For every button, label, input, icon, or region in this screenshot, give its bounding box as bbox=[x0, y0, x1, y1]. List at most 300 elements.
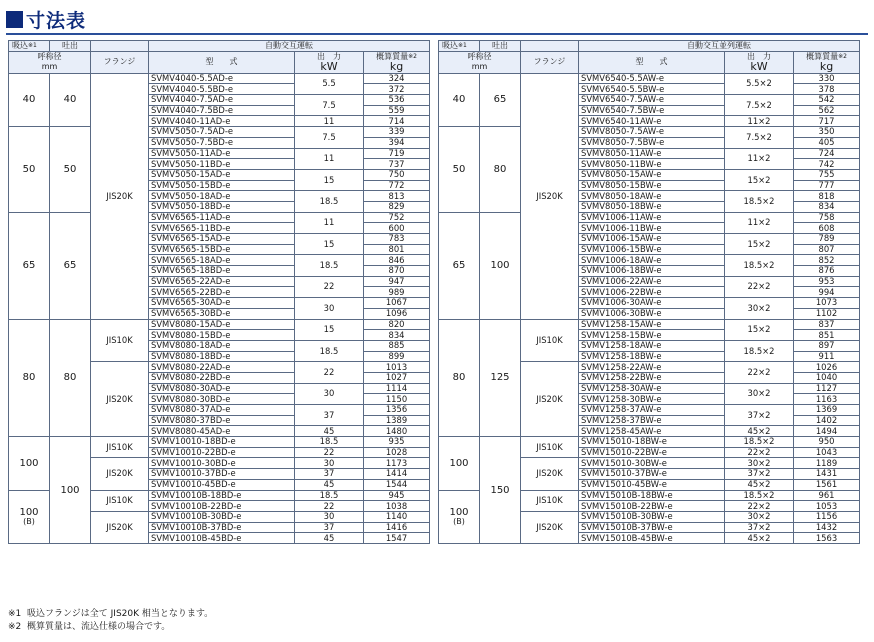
model-cell: SVMV10010-30BD-e bbox=[149, 458, 295, 469]
model-cell: SVMV5050-7.5AD-e bbox=[149, 127, 295, 138]
weight-cell: 1013 bbox=[364, 362, 430, 373]
output-cell: 45 bbox=[295, 479, 364, 490]
flange-header: フランジ bbox=[521, 51, 579, 73]
model-cell: SVMV10010-18BD-e bbox=[149, 437, 295, 448]
table-row bbox=[439, 437, 860, 448]
suction-bore-value: 50 bbox=[22, 163, 36, 175]
title-square-icon bbox=[6, 11, 23, 28]
weight-cell: 562 bbox=[794, 105, 860, 116]
weight-cell: 378 bbox=[794, 84, 860, 95]
weight-cell: 1140 bbox=[364, 511, 430, 522]
weight-cell: 1414 bbox=[364, 469, 430, 480]
model-cell: SVMV10010B-18BD-e bbox=[149, 490, 295, 501]
model-cell: SVMV15010-45BW-e bbox=[579, 479, 725, 490]
weight-cell: 1163 bbox=[794, 394, 860, 405]
weight-cell: 1156 bbox=[794, 511, 860, 522]
model-cell: SVMV6540-5.5BW-e bbox=[579, 84, 725, 95]
weight-cell: 1127 bbox=[794, 383, 860, 394]
weight-cell: 1389 bbox=[364, 415, 430, 426]
model-cell: SVMV15010-18BW-e bbox=[579, 437, 725, 448]
model-cell: SVMV1258-18AW-e bbox=[579, 340, 725, 351]
model-cell: SVMV8050-18BW-e bbox=[579, 201, 725, 212]
weight-cell: 737 bbox=[364, 159, 430, 170]
model-header: 型 式 bbox=[579, 51, 725, 73]
suction-bore-cell bbox=[9, 73, 50, 126]
model-cell: SVMV5050-15BD-e bbox=[149, 180, 295, 191]
output-cell: 7.5×2 bbox=[725, 95, 794, 116]
weight-cell: 750 bbox=[364, 169, 430, 180]
weight-note-mark: ※2 bbox=[408, 52, 417, 60]
model-cell: SVMV5050-15AD-e bbox=[149, 169, 295, 180]
model-cell: SVMV1006-22BW-e bbox=[579, 287, 725, 298]
weight-cell: 1369 bbox=[794, 405, 860, 416]
model-cell: SVMV1006-11BW-e bbox=[579, 223, 725, 234]
weight-cell: 813 bbox=[364, 191, 430, 202]
output-cell: 37×2 bbox=[725, 405, 794, 426]
output-cell: 30×2 bbox=[725, 298, 794, 319]
weight-cell: 724 bbox=[794, 148, 860, 159]
weight-cell: 600 bbox=[364, 223, 430, 234]
model-cell: SVMV15010B-45BW-e bbox=[579, 533, 725, 544]
weight-cell: 772 bbox=[364, 180, 430, 191]
weight-cell: 876 bbox=[794, 266, 860, 277]
output-cell: 18.5×2 bbox=[725, 437, 794, 448]
model-cell: SVMV6565-30AD-e bbox=[149, 298, 295, 309]
weight-cell: 945 bbox=[364, 490, 430, 501]
model-cell: SVMV6565-22BD-e bbox=[149, 287, 295, 298]
weight-cell: 719 bbox=[364, 148, 430, 159]
suction-bore-value: 50 bbox=[452, 163, 466, 175]
weight-cell: 994 bbox=[794, 287, 860, 298]
suction-bore-value: 100 bbox=[19, 457, 39, 469]
suction-bore-sub: (B) bbox=[453, 516, 465, 526]
discharge-bore-cell: 125 bbox=[480, 319, 521, 437]
model-cell: SVMV10010-45BD-e bbox=[149, 479, 295, 490]
model-cell: SVMV8080-22AD-e bbox=[149, 362, 295, 373]
model-cell: SVMV6540-7.5AW-e bbox=[579, 95, 725, 106]
footnote-text: 吸込フランジは全て JIS20K 相当となります。 bbox=[27, 609, 214, 619]
model-cell: SVMV4040-11AD-e bbox=[149, 116, 295, 127]
flange-cell: JIS20K bbox=[91, 458, 149, 490]
model-cell: SVMV4040-7.5BD-e bbox=[149, 105, 295, 116]
output-cell: 18.5 bbox=[295, 437, 364, 448]
weight-cell: 1563 bbox=[794, 533, 860, 544]
suction-bore-cell bbox=[439, 437, 480, 490]
suction-bore-cell bbox=[439, 127, 480, 213]
weight-cell: 911 bbox=[794, 351, 860, 362]
weight-cell: 1027 bbox=[364, 372, 430, 383]
suction-bore-cell bbox=[439, 212, 480, 319]
model-cell: SVMV1258-18BW-e bbox=[579, 351, 725, 362]
weight-cell: 777 bbox=[794, 180, 860, 191]
weight-cell: 758 bbox=[794, 212, 860, 223]
output-cell: 30×2 bbox=[725, 511, 794, 522]
suction-bore-cell bbox=[9, 437, 50, 490]
discharge-bore-cell: 100 bbox=[50, 437, 91, 544]
model-cell: SVMV8050-11BW-e bbox=[579, 159, 725, 170]
output-cell: 15 bbox=[295, 234, 364, 255]
model-cell: SVMV1258-22AW-e bbox=[579, 362, 725, 373]
page-title-text: 寸法表 bbox=[26, 9, 87, 32]
model-cell: SVMV8050-7.5BW-e bbox=[579, 137, 725, 148]
suction-bore-sub: (B) bbox=[23, 516, 35, 526]
output-cell: 7.5 bbox=[295, 127, 364, 148]
model-cell: SVMV15010B-22BW-e bbox=[579, 501, 725, 512]
weight-cell: 714 bbox=[364, 116, 430, 127]
output-cell: 18.5 bbox=[295, 255, 364, 276]
weight-cell: 330 bbox=[794, 73, 860, 84]
weight-cell: 742 bbox=[794, 159, 860, 170]
model-cell: SVMV10010B-45BD-e bbox=[149, 533, 295, 544]
model-cell: SVMV8050-15BW-e bbox=[579, 180, 725, 191]
suction-note-mark: ※1 bbox=[458, 42, 467, 50]
weight-cell: 1547 bbox=[364, 533, 430, 544]
discharge-bore-cell: 100 bbox=[480, 212, 521, 319]
weight-cell: 851 bbox=[794, 330, 860, 341]
bore-unit: mm bbox=[41, 62, 58, 72]
output-cell: 22×2 bbox=[725, 447, 794, 458]
model-cell: SVMV6565-15AD-e bbox=[149, 234, 295, 245]
suction-bore-cell bbox=[9, 127, 50, 213]
weight-cell: 1114 bbox=[364, 383, 430, 394]
title-underline bbox=[6, 33, 868, 35]
output-cell: 11 bbox=[295, 148, 364, 169]
model-cell: SVMV8080-18BD-e bbox=[149, 351, 295, 362]
spec-table-left bbox=[8, 40, 430, 544]
output-cell: 22×2 bbox=[725, 362, 794, 383]
discharge-bore-cell: 65 bbox=[480, 73, 521, 126]
weight-cell: 961 bbox=[794, 490, 860, 501]
weight-cell: 1073 bbox=[794, 298, 860, 309]
model-cell: SVMV1006-30AW-e bbox=[579, 298, 725, 309]
discharge-header: 吐出 bbox=[480, 41, 521, 52]
weight-cell: 801 bbox=[364, 244, 430, 255]
suction-header bbox=[9, 41, 50, 52]
output-header bbox=[295, 51, 364, 73]
weight-unit: kg bbox=[819, 59, 834, 73]
bore-header bbox=[9, 51, 91, 73]
table-row bbox=[9, 73, 430, 84]
output-cell: 5.5 bbox=[295, 73, 364, 94]
weight-cell: 846 bbox=[364, 255, 430, 266]
weight-cell: 897 bbox=[794, 340, 860, 351]
weight-cell: 542 bbox=[794, 95, 860, 106]
output-cell: 18.5 bbox=[295, 490, 364, 501]
model-cell: SVMV1258-37AW-e bbox=[579, 405, 725, 416]
model-cell: SVMV8050-7.5AW-e bbox=[579, 127, 725, 138]
suction-bore-cell bbox=[439, 73, 480, 126]
model-cell: SVMV5050-7.5BD-e bbox=[149, 137, 295, 148]
table-row bbox=[9, 212, 430, 223]
output-cell: 37 bbox=[295, 469, 364, 480]
suction-bore-cell bbox=[9, 212, 50, 319]
weight-cell: 752 bbox=[364, 212, 430, 223]
weight-header bbox=[364, 51, 430, 73]
model-cell: SVMV8080-18AD-e bbox=[149, 340, 295, 351]
weight-cell: 1096 bbox=[364, 308, 430, 319]
suction-header bbox=[439, 41, 480, 52]
weight-header bbox=[794, 51, 860, 73]
weight-cell: 1067 bbox=[364, 298, 430, 309]
output-unit: kW bbox=[750, 59, 768, 73]
model-cell: SVMV8050-11AW-e bbox=[579, 148, 725, 159]
discharge-bore-cell: 150 bbox=[480, 437, 521, 544]
output-cell: 18.5 bbox=[295, 340, 364, 361]
weight-label: 概算質量 bbox=[806, 51, 839, 61]
weight-cell: 394 bbox=[364, 137, 430, 148]
discharge-bore-cell: 80 bbox=[480, 127, 521, 213]
weight-cell: 1053 bbox=[794, 501, 860, 512]
weight-cell: 372 bbox=[364, 84, 430, 95]
weight-cell: 852 bbox=[794, 255, 860, 266]
table-row bbox=[9, 127, 430, 138]
weight-cell: 818 bbox=[794, 191, 860, 202]
discharge-bore-cell: 65 bbox=[50, 212, 91, 319]
output-cell: 45×2 bbox=[725, 533, 794, 544]
weight-cell: 1561 bbox=[794, 479, 860, 490]
output-cell: 45 bbox=[295, 426, 364, 437]
weight-cell: 820 bbox=[364, 319, 430, 330]
model-cell: SVMV4040-7.5AD-e bbox=[149, 95, 295, 106]
model-cell: SVMV5050-18AD-e bbox=[149, 191, 295, 202]
output-cell: 15 bbox=[295, 319, 364, 340]
model-cell: SVMV5050-11BD-e bbox=[149, 159, 295, 170]
weight-cell: 536 bbox=[364, 95, 430, 106]
model-cell: SVMV10010B-22BD-e bbox=[149, 501, 295, 512]
output-label: 出 力 bbox=[317, 51, 341, 61]
output-cell: 30 bbox=[295, 511, 364, 522]
flange-cell: JIS20K bbox=[91, 73, 149, 319]
model-cell: SVMV1258-37BW-e bbox=[579, 415, 725, 426]
weight-cell: 829 bbox=[364, 201, 430, 212]
model-cell: SVMV10010-37BD-e bbox=[149, 469, 295, 480]
weight-cell: 1431 bbox=[794, 469, 860, 480]
footnote-mark: ※2 bbox=[8, 622, 22, 632]
output-cell: 22 bbox=[295, 276, 364, 297]
operation-mode-header: 自動交互運転 bbox=[149, 41, 430, 52]
table-row bbox=[439, 127, 860, 138]
model-cell: SVMV8080-15BD-e bbox=[149, 330, 295, 341]
model-cell: SVMV15010-22BW-e bbox=[579, 447, 725, 458]
weight-cell: 870 bbox=[364, 266, 430, 277]
model-cell: SVMV8080-15AD-e bbox=[149, 319, 295, 330]
flange-header: フランジ bbox=[91, 51, 149, 73]
model-cell: SVMV15010-30BW-e bbox=[579, 458, 725, 469]
model-cell: SVMV6565-11BD-e bbox=[149, 223, 295, 234]
footnote-text: 概算質量は、流込仕様の場合です。 bbox=[27, 622, 171, 632]
weight-cell: 807 bbox=[794, 244, 860, 255]
weight-cell: 989 bbox=[364, 287, 430, 298]
weight-cell: 1026 bbox=[794, 362, 860, 373]
discharge-bore-cell: 50 bbox=[50, 127, 91, 213]
bore-unit: mm bbox=[471, 62, 488, 72]
model-cell: SVMV1006-15BW-e bbox=[579, 244, 725, 255]
bore-label: 呼称径 bbox=[467, 52, 492, 62]
model-cell: SVMV10010-22BD-e bbox=[149, 447, 295, 458]
model-cell: SVMV6565-18BD-e bbox=[149, 266, 295, 277]
weight-cell: 950 bbox=[794, 437, 860, 448]
output-cell: 37 bbox=[295, 522, 364, 533]
flange-cell: JIS20K bbox=[91, 511, 149, 543]
model-cell: SVMV6565-30BD-e bbox=[149, 308, 295, 319]
model-cell: SVMV5050-11AD-e bbox=[149, 148, 295, 159]
spec-table-right bbox=[438, 40, 860, 544]
weight-cell: 1173 bbox=[364, 458, 430, 469]
model-cell: SVMV10010B-30BD-e bbox=[149, 511, 295, 522]
model-cell: SVMV1258-22BW-e bbox=[579, 372, 725, 383]
weight-cell: 755 bbox=[794, 169, 860, 180]
flange-cell: JIS20K bbox=[521, 511, 579, 543]
suction-bore-value: 65 bbox=[22, 260, 36, 272]
weight-cell: 837 bbox=[794, 319, 860, 330]
weight-cell: 899 bbox=[364, 351, 430, 362]
discharge-bore-cell: 80 bbox=[50, 319, 91, 437]
weight-cell: 885 bbox=[364, 340, 430, 351]
output-unit: kW bbox=[320, 59, 338, 73]
model-cell: SVMV6565-15BD-e bbox=[149, 244, 295, 255]
model-cell: SVMV1258-30BW-e bbox=[579, 394, 725, 405]
output-cell: 15×2 bbox=[725, 169, 794, 190]
output-cell: 22 bbox=[295, 362, 364, 383]
spacer-header bbox=[521, 41, 579, 52]
output-cell: 11 bbox=[295, 116, 364, 127]
weight-cell: 1038 bbox=[364, 501, 430, 512]
output-cell: 30 bbox=[295, 458, 364, 469]
output-cell: 11×2 bbox=[725, 212, 794, 233]
weight-cell: 717 bbox=[794, 116, 860, 127]
output-header bbox=[725, 51, 794, 73]
suction-label: 吸込 bbox=[442, 41, 458, 51]
output-cell: 18.5×2 bbox=[725, 490, 794, 501]
bore-label: 呼称径 bbox=[37, 52, 62, 62]
footnote-1 bbox=[8, 608, 213, 621]
output-cell: 18.5 bbox=[295, 191, 364, 212]
model-cell: SVMV8050-15AW-e bbox=[579, 169, 725, 180]
weight-cell: 324 bbox=[364, 73, 430, 84]
weight-cell: 1480 bbox=[364, 426, 430, 437]
model-cell: SVMV8080-30AD-e bbox=[149, 383, 295, 394]
model-cell: SVMV1006-11AW-e bbox=[579, 212, 725, 223]
output-cell: 30 bbox=[295, 383, 364, 404]
model-cell: SVMV6565-18AD-e bbox=[149, 255, 295, 266]
model-cell: SVMV15010B-18BW-e bbox=[579, 490, 725, 501]
model-cell: SVMV6565-11AD-e bbox=[149, 212, 295, 223]
table-row bbox=[439, 319, 860, 330]
output-cell: 18.5×2 bbox=[725, 191, 794, 212]
footnote-mark: ※1 bbox=[8, 609, 22, 619]
model-cell: SVMV6540-11AW-e bbox=[579, 116, 725, 127]
model-cell: SVMV8080-37AD-e bbox=[149, 405, 295, 416]
output-cell: 22 bbox=[295, 447, 364, 458]
output-cell: 37×2 bbox=[725, 522, 794, 533]
suction-bore-cell bbox=[439, 490, 480, 543]
model-cell: SVMV8080-45AD-e bbox=[149, 426, 295, 437]
weight-unit: kg bbox=[389, 59, 404, 73]
output-cell: 18.5×2 bbox=[725, 255, 794, 276]
model-cell: SVMV8080-22BD-e bbox=[149, 372, 295, 383]
output-cell: 45×2 bbox=[725, 479, 794, 490]
output-cell: 30×2 bbox=[725, 383, 794, 404]
table-row bbox=[439, 73, 860, 84]
output-cell: 11 bbox=[295, 212, 364, 233]
output-cell: 22×2 bbox=[725, 276, 794, 297]
model-cell: SVMV1006-15AW-e bbox=[579, 234, 725, 245]
model-cell: SVMV15010B-30BW-e bbox=[579, 511, 725, 522]
output-cell: 15 bbox=[295, 169, 364, 190]
weight-cell: 783 bbox=[364, 234, 430, 245]
model-cell: SVMV8080-30BD-e bbox=[149, 394, 295, 405]
weight-cell: 1102 bbox=[794, 308, 860, 319]
suction-bore-value: 40 bbox=[452, 94, 466, 106]
output-cell: 22×2 bbox=[725, 501, 794, 512]
flange-cell: JIS20K bbox=[521, 458, 579, 490]
output-cell: 37 bbox=[295, 405, 364, 426]
flange-cell: JIS10K bbox=[521, 437, 579, 458]
suction-note-mark: ※1 bbox=[28, 42, 37, 50]
suction-bore-value: 80 bbox=[452, 372, 466, 384]
weight-cell: 1416 bbox=[364, 522, 430, 533]
weight-cell: 1402 bbox=[794, 415, 860, 426]
output-cell: 7.5 bbox=[295, 95, 364, 116]
weight-cell: 947 bbox=[364, 276, 430, 287]
weight-cell: 1356 bbox=[364, 405, 430, 416]
flange-cell: JIS20K bbox=[521, 362, 579, 437]
weight-note-mark: ※2 bbox=[838, 52, 847, 60]
table-row bbox=[9, 437, 430, 448]
output-cell: 5.5×2 bbox=[725, 73, 794, 94]
suction-bore-value: 80 bbox=[22, 372, 36, 384]
weight-cell: 935 bbox=[364, 437, 430, 448]
flange-cell: JIS10K bbox=[91, 319, 149, 362]
model-cell: SVMV1006-18BW-e bbox=[579, 266, 725, 277]
weight-cell: 1040 bbox=[794, 372, 860, 383]
weight-cell: 1028 bbox=[364, 447, 430, 458]
model-cell: SVMV1006-22AW-e bbox=[579, 276, 725, 287]
weight-cell: 834 bbox=[794, 201, 860, 212]
model-cell: SVMV6565-22AD-e bbox=[149, 276, 295, 287]
model-cell: SVMV15010-37BW-e bbox=[579, 469, 725, 480]
weight-cell: 608 bbox=[794, 223, 860, 234]
suction-bore-value: 40 bbox=[22, 94, 36, 106]
output-cell: 18.5×2 bbox=[725, 340, 794, 361]
suction-bore-value: 100 bbox=[449, 457, 469, 469]
suction-bore-value: 100 bbox=[449, 506, 469, 518]
output-cell: 15×2 bbox=[725, 319, 794, 340]
model-cell: SVMV6540-7.5BW-e bbox=[579, 105, 725, 116]
weight-cell: 405 bbox=[794, 137, 860, 148]
discharge-bore-cell: 40 bbox=[50, 73, 91, 126]
model-cell: SVMV1258-15BW-e bbox=[579, 330, 725, 341]
weight-cell: 1043 bbox=[794, 447, 860, 458]
output-cell: 37×2 bbox=[725, 469, 794, 480]
suction-bore-value: 65 bbox=[452, 260, 466, 272]
weight-cell: 559 bbox=[364, 105, 430, 116]
output-cell: 11×2 bbox=[725, 116, 794, 127]
spacer-header bbox=[91, 41, 149, 52]
suction-label: 吸込 bbox=[12, 41, 28, 51]
weight-cell: 1189 bbox=[794, 458, 860, 469]
output-cell: 11×2 bbox=[725, 148, 794, 169]
weight-cell: 834 bbox=[364, 330, 430, 341]
flange-cell: JIS10K bbox=[91, 437, 149, 458]
output-label: 出 力 bbox=[747, 51, 771, 61]
bore-header bbox=[439, 51, 521, 73]
model-cell: SVMV1006-30BW-e bbox=[579, 308, 725, 319]
weight-cell: 339 bbox=[364, 127, 430, 138]
model-cell: SVMV4040-5.5AD-e bbox=[149, 73, 295, 84]
suction-bore-value: 100 bbox=[19, 506, 39, 518]
model-cell: SVMV1006-18AW-e bbox=[579, 255, 725, 266]
